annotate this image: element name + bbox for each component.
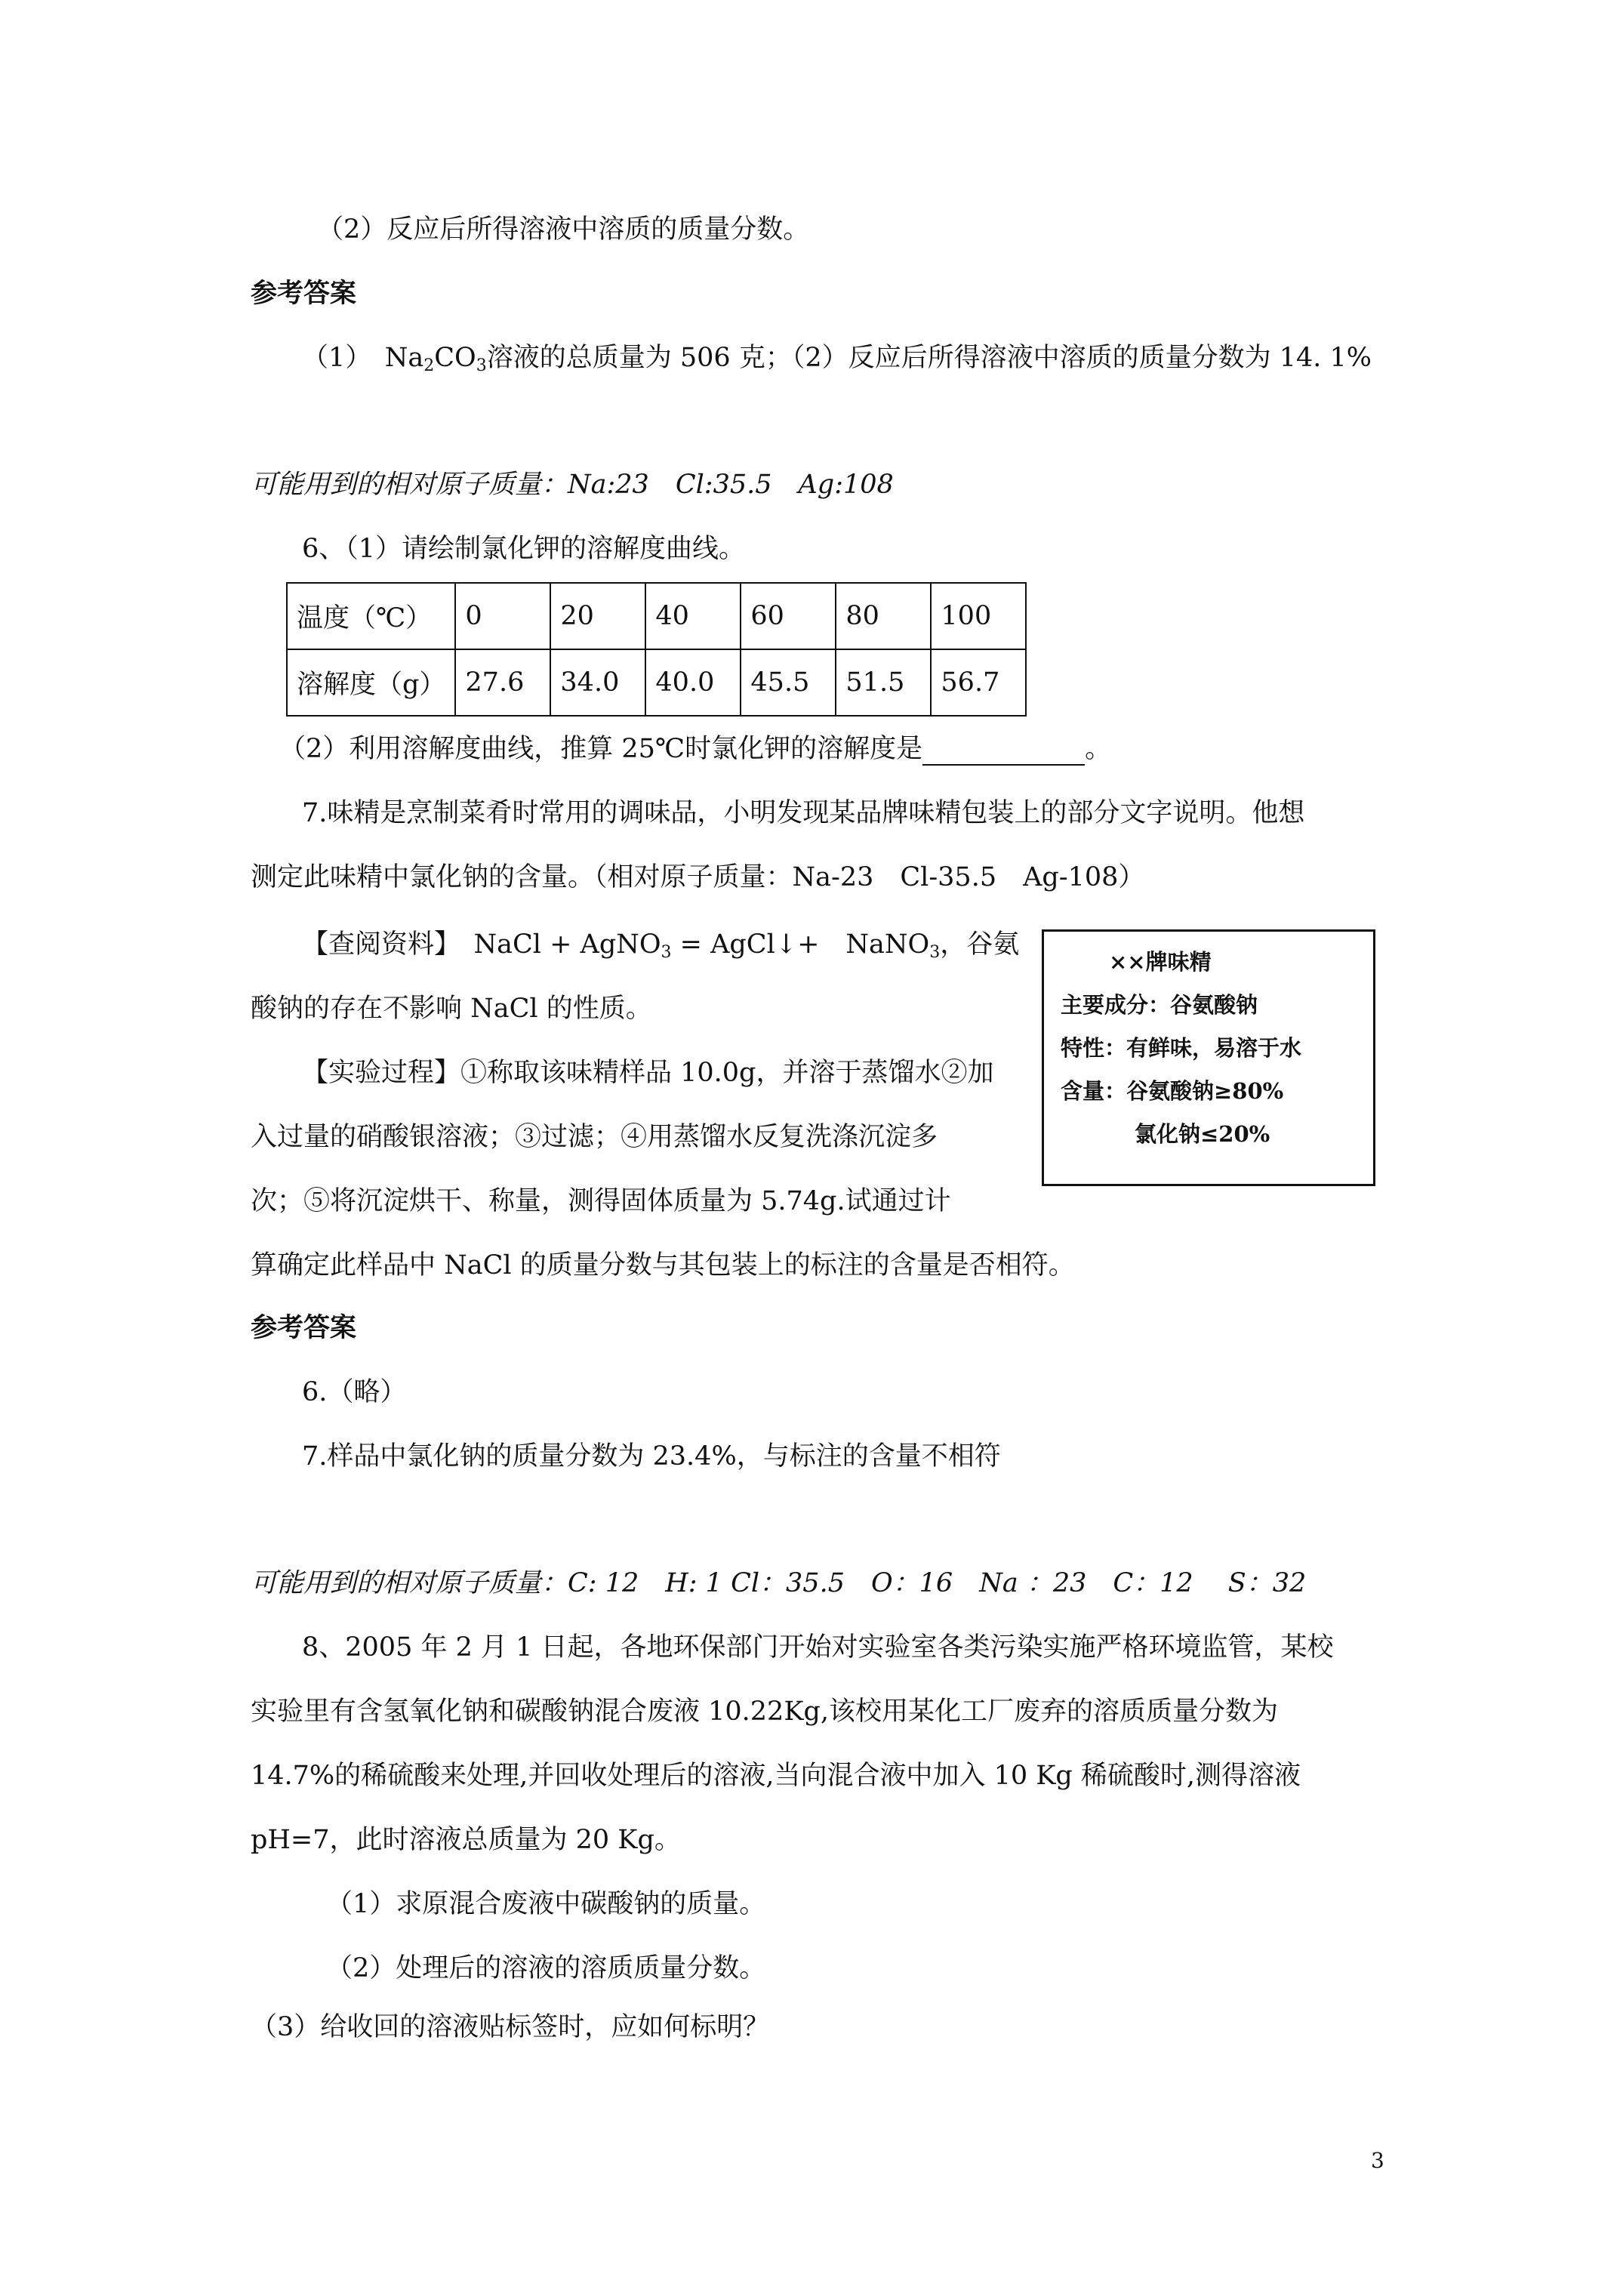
q8-part2: （2）处理后的溶液的溶质质量分数。 — [326, 1953, 766, 1983]
q7-experiment-line1: 【实验过程】①称取该味精样品 10.0g，并溶于蒸馏水②加 — [302, 1058, 994, 1088]
label-content-msg: 含量：谷氨酸钠≥80% — [1061, 1078, 1284, 1104]
label-content-nacl: 氯化钠≤20% — [1135, 1121, 1270, 1147]
q8-line4: pH=7，此时溶液总质量为 20 Kg。 — [251, 1825, 681, 1855]
atomic-mass-note: 可能用到的相对原子质量：C: 12 H: 1 Cl：35.5 O：16 Na ：23 C：12 S：32 — [251, 1568, 1307, 1598]
q7-experiment-line2: 入过量的硝酸银溶液；③过滤；④用蒸馏水反复洗涤沉淀多 — [251, 1122, 938, 1152]
q6-part2-suffix: 。 — [1085, 734, 1112, 764]
table-cell: 温度（℃） — [287, 583, 455, 649]
msg-package-label — [1042, 929, 1375, 1186]
answer-heading: 参考答案 — [251, 1312, 357, 1343]
q7-experiment-line4: 算确定此样品中 NaCl 的质量分数与其包装上的标注的含量是否相符。 — [251, 1250, 1075, 1281]
table-cell: 34.0 — [550, 649, 645, 716]
q8-line1: 8、2005 年 2 月 1 日起，各地环保部门开始对实验室各类污染实施严格环境监管，某校 — [302, 1632, 1334, 1663]
answer-5-text: 溶液的总质量为 506 克；（2）反应后所得溶液中溶质的质量分数为 14. 1% — [486, 343, 1372, 373]
q7-line2: 测定此味精中氯化钠的含量。（相对原子质量：Na-23 Cl-35.5 Ag-108） — [251, 862, 1145, 892]
q8-part3: （3）给收回的溶液贴标签时，应如何标明？ — [251, 2012, 770, 2042]
table-cell: 20 — [550, 583, 645, 649]
label-property: 特性：有鲜味，易溶于水 — [1061, 1035, 1302, 1061]
answer-5-prefix: （1） — [302, 343, 385, 373]
atomic-mass-note: 可能用到的相对原子质量：Na:23 Cl:35.5 Ag:108 — [251, 470, 894, 500]
table-cell: 80 — [836, 583, 931, 649]
reference-text: 【查阅资料】 NaCl + AgNO — [302, 929, 661, 960]
table-cell: 60 — [741, 583, 836, 649]
answer-heading: 参考答案 — [251, 278, 357, 309]
answer-blank — [922, 737, 1085, 766]
table-cell: 40 — [645, 583, 741, 649]
q6-part2-text: （2）利用溶解度曲线，推算 25℃时氯化钾的溶解度是 — [279, 734, 923, 764]
q7-line1: 7.味精是烹制菜肴时常用的调味品，小明发现某品牌味精包装上的部分文字说明。他想 — [302, 798, 1305, 828]
q7-reference-line1 — [302, 928, 1019, 961]
table-cell: 51.5 — [836, 649, 931, 716]
table-row — [287, 649, 1026, 716]
table-cell: 0 — [455, 583, 550, 649]
q8-line3: 14.7%的稀硫酸来处理,并回收处理后的溶液,当向混合液中加入 10 Kg 稀硫酸时,测得溶液 — [251, 1761, 1301, 1791]
reference-text: ，谷氨 — [940, 929, 1020, 960]
table-row — [287, 583, 1026, 649]
formula-subscript: 3 — [661, 943, 672, 962]
q8-line2: 实验里有含氢氧化钠和碳酸钠混合废液 10.22Kg,该校用某化工厂废弃的溶质质量分数为 — [251, 1697, 1279, 1727]
formula-part: CO — [434, 343, 476, 373]
answer-6: 6.（略） — [302, 1377, 407, 1407]
table-cell: 100 — [931, 583, 1026, 649]
q6-part2 — [279, 732, 1111, 766]
q8-part1: （1）求原混合废液中碳酸钠的质量。 — [326, 1889, 766, 1919]
page-number: 3 — [1371, 2148, 1384, 2173]
label-ingredient: 主要成分：谷氨酸钠 — [1061, 992, 1258, 1018]
answer-7: 7.样品中氯化钠的质量分数为 23.4%，与标注的含量不相符 — [302, 1441, 1001, 1472]
q7-experiment-line3: 次；⑤将沉淀烘干、称量，测得固体质量为 5.74g.试通过计 — [251, 1186, 951, 1216]
formula-subscript: 2 — [423, 356, 435, 375]
formula-part: Na — [384, 343, 424, 373]
q6-part1: 6、（1）请绘制氯化钾的溶解度曲线。 — [302, 534, 746, 564]
answer-5 — [302, 341, 1372, 374]
table-cell: 27.6 — [455, 649, 550, 716]
q7-reference-line2: 酸钠的存在不影响 NaCl 的性质。 — [251, 994, 652, 1024]
table-cell: 40.0 — [645, 649, 741, 716]
formula-subscript: 3 — [929, 943, 941, 962]
q5-part2: （2）反应后所得溶液中溶质的质量分数。 — [317, 214, 810, 245]
table-cell: 56.7 — [931, 649, 1026, 716]
reference-text: = AgCl↓+ NaNO — [671, 929, 930, 960]
label-title: ××牌味精 — [1109, 949, 1212, 975]
table-cell: 45.5 — [741, 649, 836, 716]
formula-subscript: 3 — [476, 356, 487, 375]
solubility-table — [286, 582, 1027, 717]
table-cell: 溶解度（g） — [287, 649, 455, 716]
